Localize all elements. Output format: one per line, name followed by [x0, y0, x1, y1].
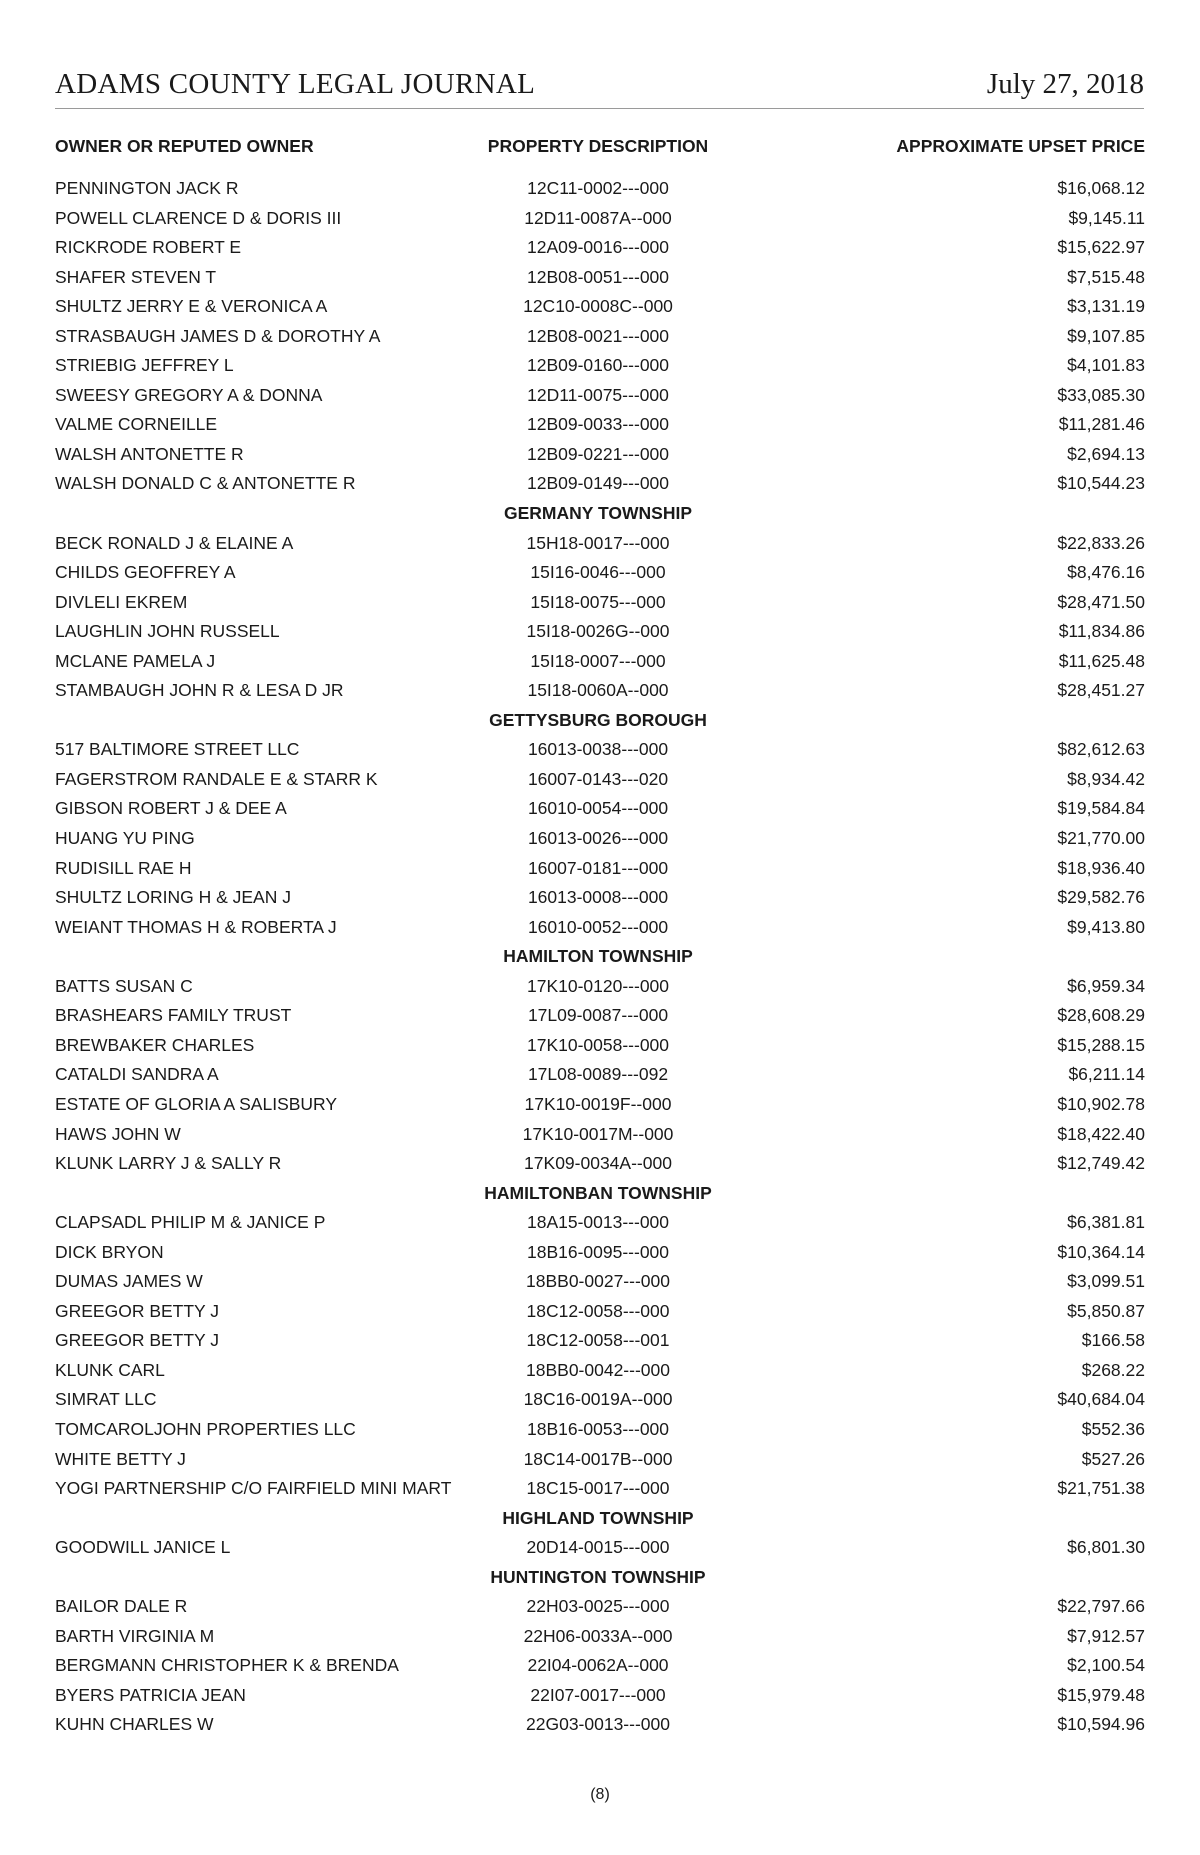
- price-cell: $10,902.78: [1057, 1093, 1145, 1114]
- price-cell: $10,594.96: [1057, 1714, 1145, 1735]
- table-row: [55, 469, 1145, 499]
- table-row: [55, 1385, 1145, 1415]
- owner-cell: BECK RONALD J & ELAINE A: [55, 532, 294, 553]
- table-row: [55, 1592, 1145, 1622]
- price-cell: $18,936.40: [1057, 857, 1145, 878]
- description-cell: 17L09-0087---000: [527, 1005, 669, 1026]
- owner-cell: PENNINGTON JACK R: [55, 178, 239, 198]
- description-cell: 16010-0052---000: [527, 916, 669, 937]
- journal-title: ADAMS COUNTY LEGAL JOURNAL: [55, 68, 536, 100]
- price-cell: $15,979.48: [1057, 1684, 1145, 1705]
- price-cell: $21,751.38: [1057, 1478, 1145, 1499]
- price-cell: $29,582.76: [1057, 887, 1145, 908]
- price-cell: $16,068.12: [1057, 178, 1145, 198]
- description-cell: 17L08-0089---092: [527, 1064, 669, 1085]
- description-cell: 16013-0008---000: [527, 887, 669, 908]
- masthead: [55, 62, 1144, 109]
- table-row: [55, 174, 1145, 204]
- description-cell: 12B09-0160---000: [526, 355, 670, 376]
- table-row: [55, 735, 1145, 765]
- owner-cell: CHILDS GEOFFREY A: [55, 562, 236, 583]
- description-cell: 20D14-0015---000: [526, 1537, 670, 1558]
- description-cell: 15I18-0026G--000: [526, 621, 670, 642]
- price-cell: $11,834.86: [1058, 621, 1145, 642]
- description-cell: 16013-0038---000: [527, 739, 669, 760]
- owner-cell: KUHN CHARLES W: [55, 1714, 214, 1735]
- table-row: [55, 440, 1145, 470]
- owner-cell: DICK BRYON: [55, 1241, 164, 1262]
- owner-cell: SHULTZ LORING H & JEAN J: [55, 887, 291, 908]
- price-cell: $2,100.54: [1067, 1655, 1145, 1676]
- description-cell: 18BB0-0042---000: [526, 1359, 670, 1380]
- description-cell: 15H18-0017---000: [526, 532, 670, 553]
- township-heading-label: HIGHLAND TOWNSHIP: [502, 1507, 694, 1528]
- description-cell: 12A09-0016---000: [526, 237, 670, 258]
- description-cell: 17K10-0017M--000: [522, 1123, 674, 1144]
- owner-cell: RICKRODE ROBERT E: [55, 237, 242, 258]
- owner-cell: BAILOR DALE R: [55, 1596, 188, 1617]
- description-cell: 17K09-0034A--000: [524, 1153, 672, 1174]
- description-cell: 22I07-0017---000: [530, 1684, 666, 1705]
- owner-cell: POWELL CLARENCE D & DORIS III: [55, 207, 342, 228]
- table-row: [55, 1267, 1145, 1297]
- description-cell: 12B09-0149---000: [526, 473, 670, 494]
- owner-cell: HUANG YU PING: [55, 828, 195, 849]
- owner-column-header: OWNER OR REPUTED OWNER: [55, 136, 314, 156]
- price-cell: $11,625.48: [1058, 650, 1145, 671]
- description-cell: 17K10-0058---000: [526, 1034, 670, 1055]
- table-row: [55, 1326, 1145, 1356]
- description-cell: 18C12-0058---001: [526, 1330, 670, 1351]
- price-cell: $3,131.19: [1067, 296, 1145, 317]
- price-cell: $82,612.63: [1057, 739, 1145, 760]
- price-cell: $527.26: [1081, 1448, 1145, 1469]
- price-cell: $8,476.16: [1067, 562, 1145, 583]
- price-cell: $7,912.57: [1067, 1625, 1145, 1646]
- price-cell: $28,471.50: [1057, 591, 1145, 612]
- price-cell: $6,211.14: [1068, 1064, 1145, 1085]
- description-cell: 12C11-0002---000: [527, 178, 669, 198]
- price-column-header: APPROXIMATE UPSET PRICE: [896, 136, 1145, 156]
- owner-cell: STRASBAUGH JAMES D & DOROTHY A: [55, 325, 381, 346]
- township-heading-label: HAMILTON TOWNSHIP: [503, 946, 693, 967]
- description-cell: 17K10-0019F--000: [524, 1093, 672, 1114]
- township-heading: [55, 499, 1145, 529]
- description-cell: 16007-0143---020: [527, 768, 669, 789]
- description-cell: 15I18-0007---000: [530, 650, 666, 671]
- description-cell: 12B09-0033---000: [526, 414, 670, 435]
- owner-cell: CLAPSADL PHILIP M & JANICE P: [55, 1212, 326, 1233]
- price-cell: $166.58: [1081, 1330, 1145, 1351]
- description-cell: 12D11-0075---000: [527, 384, 669, 405]
- owner-cell: LAUGHLIN JOHN RUSSELL: [55, 621, 280, 642]
- property-list: [55, 174, 1145, 1740]
- owner-cell: FAGERSTROM RANDALE E & STARR K: [55, 768, 378, 789]
- table-row: [55, 1238, 1145, 1268]
- price-cell: $15,622.97: [1057, 237, 1145, 258]
- table-row: [55, 794, 1145, 824]
- table-row: [55, 972, 1145, 1002]
- price-cell: $28,608.29: [1057, 1005, 1145, 1026]
- price-cell: $22,797.66: [1057, 1596, 1145, 1617]
- description-cell: 16013-0026---000: [527, 828, 669, 849]
- description-cell: 18B16-0095---000: [526, 1241, 670, 1262]
- table-row: [55, 233, 1145, 263]
- table-row: [55, 558, 1145, 588]
- description-cell: 22G03-0013---000: [526, 1714, 670, 1735]
- description-cell: 15I16-0046---000: [530, 562, 666, 583]
- table-row: [55, 322, 1145, 352]
- township-heading: [55, 706, 1145, 736]
- table-row: [55, 1622, 1145, 1652]
- owner-cell: STAMBAUGH JOHN R & LESA D JR: [55, 680, 344, 701]
- description-cell: 18C16-0019A--000: [523, 1389, 673, 1410]
- price-cell: $19,584.84: [1057, 798, 1145, 819]
- price-cell: $6,381.81: [1067, 1212, 1145, 1233]
- owner-cell: BYERS PATRICIA JEAN: [55, 1684, 246, 1705]
- table-row: [55, 410, 1145, 440]
- description-cell: 12B08-0051---000: [526, 266, 670, 287]
- table-row: [55, 1415, 1145, 1445]
- table-row: [55, 1120, 1145, 1150]
- description-cell: 18A15-0013---000: [526, 1212, 670, 1233]
- owner-cell: WHITE BETTY J: [55, 1448, 186, 1469]
- price-cell: $4,101.83: [1067, 355, 1145, 376]
- table-row: [55, 1060, 1145, 1090]
- table-row: [55, 1208, 1145, 1238]
- owner-cell: GREEGOR BETTY J: [55, 1300, 220, 1321]
- price-cell: $268.22: [1081, 1359, 1145, 1380]
- price-cell: $9,413.80: [1067, 916, 1145, 937]
- table-row: [55, 1090, 1145, 1120]
- owner-cell: KLUNK LARRY J & SALLY R: [55, 1153, 282, 1174]
- table-row: [55, 1651, 1145, 1681]
- owner-cell: BRASHEARS FAMILY TRUST: [55, 1005, 292, 1026]
- owner-cell: SHAFER STEVEN T: [55, 266, 217, 287]
- price-cell: $18,422.40: [1057, 1123, 1145, 1144]
- owner-cell: DUMAS JAMES W: [55, 1271, 203, 1292]
- table-row: [55, 1681, 1145, 1711]
- issue-date: July 27, 2018: [986, 68, 1144, 100]
- owner-cell: WALSH ANTONETTE R: [55, 443, 244, 464]
- table-row: [55, 292, 1145, 322]
- table-row: [55, 824, 1145, 854]
- owner-cell: GIBSON ROBERT J & DEE A: [55, 798, 287, 819]
- description-cell: 22H03-0025---000: [526, 1596, 670, 1617]
- description-cell: 18BB0-0027---000: [526, 1271, 670, 1292]
- table-row: [55, 588, 1145, 618]
- owner-cell: VALME CORNEILLE: [55, 414, 218, 435]
- description-column-header: PROPERTY DESCRIPTION: [487, 136, 709, 156]
- township-heading-label: HAMILTONBAN TOWNSHIP: [484, 1182, 712, 1203]
- township-heading: [55, 942, 1145, 972]
- owner-cell: GREEGOR BETTY J: [55, 1330, 220, 1351]
- owner-cell: SWEESY GREGORY A & DONNA: [55, 384, 323, 405]
- price-cell: $10,364.14: [1057, 1241, 1145, 1262]
- price-cell: $21,770.00: [1057, 828, 1145, 849]
- owner-cell: BARTH VIRGINIA M: [55, 1625, 215, 1646]
- description-cell: 18C15-0017---000: [526, 1478, 670, 1499]
- table-row: [55, 381, 1145, 411]
- price-cell: $10,544.23: [1057, 473, 1145, 494]
- price-cell: $15,288.15: [1057, 1034, 1145, 1055]
- description-cell: 22I04-0062A--000: [527, 1655, 669, 1676]
- price-cell: $5,850.87: [1067, 1300, 1145, 1321]
- owner-cell: WALSH DONALD C & ANTONETTE R: [55, 473, 356, 494]
- table-row: [55, 1031, 1145, 1061]
- owner-cell: DIVLELI EKREM: [55, 591, 188, 612]
- owner-cell: CATALDI SANDRA A: [55, 1064, 219, 1085]
- table-row: [55, 204, 1145, 234]
- price-cell: $552.36: [1081, 1418, 1145, 1439]
- table-header: [55, 136, 1145, 160]
- table-row: [55, 765, 1145, 795]
- township-heading-label: GETTYSBURG BOROUGH: [489, 709, 707, 730]
- table-row: [55, 1001, 1145, 1031]
- township-heading: [55, 1504, 1145, 1534]
- description-cell: 12C10-0008C--000: [523, 296, 673, 317]
- table-row: [55, 647, 1145, 677]
- table-row: [55, 1710, 1145, 1740]
- owner-cell: RUDISILL RAE H: [55, 857, 192, 878]
- owner-cell: GOODWILL JANICE L: [55, 1537, 231, 1558]
- price-cell: $33,085.30: [1057, 384, 1145, 405]
- table-row: [55, 263, 1145, 293]
- owner-cell: BATTS SUSAN C: [55, 975, 193, 996]
- page-number: (8): [590, 1786, 610, 1803]
- description-cell: 18C14-0017B--000: [523, 1448, 673, 1469]
- price-cell: $40,684.04: [1057, 1389, 1145, 1410]
- price-cell: $8,934.42: [1067, 768, 1145, 789]
- description-cell: 15I18-0060A--000: [527, 680, 669, 701]
- description-cell: 12B09-0221---000: [526, 443, 670, 464]
- table-row: [55, 913, 1145, 943]
- table-row: [55, 1474, 1145, 1504]
- description-cell: 12B08-0021---000: [526, 325, 670, 346]
- price-cell: $6,801.30: [1067, 1537, 1145, 1558]
- price-cell: $9,107.85: [1067, 325, 1145, 346]
- owner-cell: WEIANT THOMAS H & ROBERTA J: [55, 916, 337, 937]
- township-heading: [55, 1563, 1145, 1593]
- price-cell: $7,515.48: [1067, 266, 1145, 287]
- township-heading-label: GERMANY TOWNSHIP: [504, 503, 692, 524]
- owner-cell: MCLANE PAMELA J: [55, 650, 216, 671]
- description-cell: 16007-0181---000: [527, 857, 669, 878]
- township-heading: [55, 1179, 1145, 1209]
- owner-cell: SHULTZ JERRY E & VERONICA A: [55, 296, 328, 317]
- table-row: [55, 1445, 1145, 1475]
- price-cell: $2,694.13: [1067, 443, 1145, 464]
- price-cell: $11,281.46: [1058, 414, 1145, 435]
- price-cell: $28,451.27: [1057, 680, 1145, 701]
- price-cell: $6,959.34: [1067, 975, 1145, 996]
- township-heading-label: HUNTINGTON TOWNSHIP: [490, 1566, 706, 1587]
- description-cell: 16010-0054---000: [527, 798, 669, 819]
- description-cell: 12D11-0087A--000: [524, 207, 672, 228]
- table-row: [55, 351, 1145, 381]
- table-row: [55, 883, 1145, 913]
- table-row: [55, 1297, 1145, 1327]
- owner-cell: TOMCAROLJOHN PROPERTIES LLC: [55, 1418, 356, 1439]
- owner-cell: HAWS JOHN W: [55, 1123, 181, 1144]
- owner-cell: KLUNK CARL: [55, 1359, 165, 1380]
- description-cell: 15I18-0075---000: [530, 591, 666, 612]
- table-row: [55, 1149, 1145, 1179]
- table-row: [55, 1533, 1145, 1563]
- price-cell: $3,099.51: [1067, 1271, 1145, 1292]
- description-cell: 18C12-0058---000: [526, 1300, 670, 1321]
- table-row: [55, 676, 1145, 706]
- owner-cell: STRIEBIG JEFFREY L: [55, 355, 234, 376]
- owner-cell: ESTATE OF GLORIA A SALISBURY: [55, 1093, 338, 1114]
- owner-cell: BERGMANN CHRISTOPHER K & BRENDA: [55, 1655, 399, 1676]
- description-cell: 18B16-0053---000: [526, 1418, 670, 1439]
- owner-cell: 517 BALTIMORE STREET LLC: [55, 739, 300, 760]
- table-row: [55, 1356, 1145, 1386]
- owner-cell: SIMRAT LLC: [55, 1389, 157, 1410]
- price-cell: $22,833.26: [1057, 532, 1145, 553]
- owner-cell: BREWBAKER CHARLES: [55, 1034, 255, 1055]
- description-cell: 17K10-0120---000: [526, 975, 670, 996]
- table-row: [55, 854, 1145, 884]
- table-row: [55, 529, 1145, 559]
- owner-cell: YOGI PARTNERSHIP C/O FAIRFIELD MINI MART: [55, 1478, 452, 1499]
- price-cell: $9,145.11: [1068, 207, 1145, 228]
- table-row: [55, 617, 1145, 647]
- price-cell: $12,749.42: [1057, 1153, 1145, 1174]
- description-cell: 22H06-0033A--000: [523, 1625, 673, 1646]
